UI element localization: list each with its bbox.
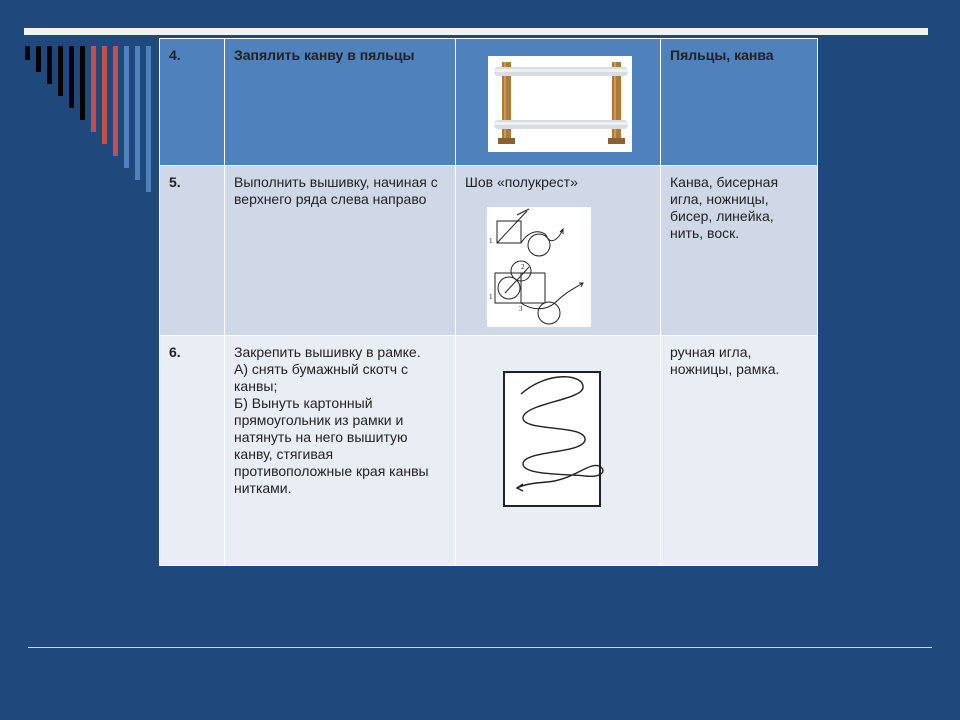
step-number: 6. <box>160 336 225 566</box>
stripe <box>124 46 129 168</box>
bottom-rule <box>28 647 932 648</box>
step-tools: Канва, бисерная игла, ножницы, бисер, линейка, нить, воск. <box>661 166 818 336</box>
step-action: Выполнить вышивку, начиная с верхнего ряда слева направо <box>225 166 456 336</box>
stitch-label: 1 <box>489 237 493 245</box>
stripe <box>47 46 52 84</box>
instructions-table <box>159 38 818 566</box>
table-row <box>160 336 818 566</box>
step-number: 4. <box>160 39 225 166</box>
stitch-label: 1 <box>489 293 493 301</box>
table-row <box>160 39 818 166</box>
stripe <box>113 46 118 156</box>
step-tools: ручная игла, ножницы, рамка. <box>661 336 818 566</box>
step-figure-cell <box>456 336 661 566</box>
step-tools: Пяльцы, канва <box>661 39 818 166</box>
step-action: Закрепить вышивку в рамке. А) снять бумажный скотч с канвы; Б) Вынуть картонный прямоугольник из рамки и натянуть на него вышитую канву, стягивая противоположные края канвы нитками. <box>225 336 456 566</box>
step-figure-cell <box>456 39 661 166</box>
step-action: Запялить канву в пяльцы <box>225 39 456 166</box>
step-figure-cell <box>456 166 661 336</box>
stripe <box>91 46 96 132</box>
stripe <box>102 46 107 144</box>
stripe <box>135 46 140 180</box>
table-row <box>160 166 818 336</box>
stripe <box>69 46 74 108</box>
stripe <box>58 46 63 96</box>
top-rule <box>24 28 928 35</box>
half-cross-stitch-diagram <box>487 207 591 327</box>
figure-caption: Шов «полукрест» <box>465 174 578 190</box>
stripe <box>146 46 151 192</box>
frame-lacing-diagram <box>503 370 613 510</box>
embroidery-hoop-image <box>488 56 632 152</box>
stitch-label: 2 <box>521 263 525 271</box>
stripe <box>80 46 85 120</box>
stripe <box>36 46 41 72</box>
step-number: 5. <box>160 166 225 336</box>
stitch-label: 3 <box>519 305 523 313</box>
stripe <box>25 46 30 60</box>
